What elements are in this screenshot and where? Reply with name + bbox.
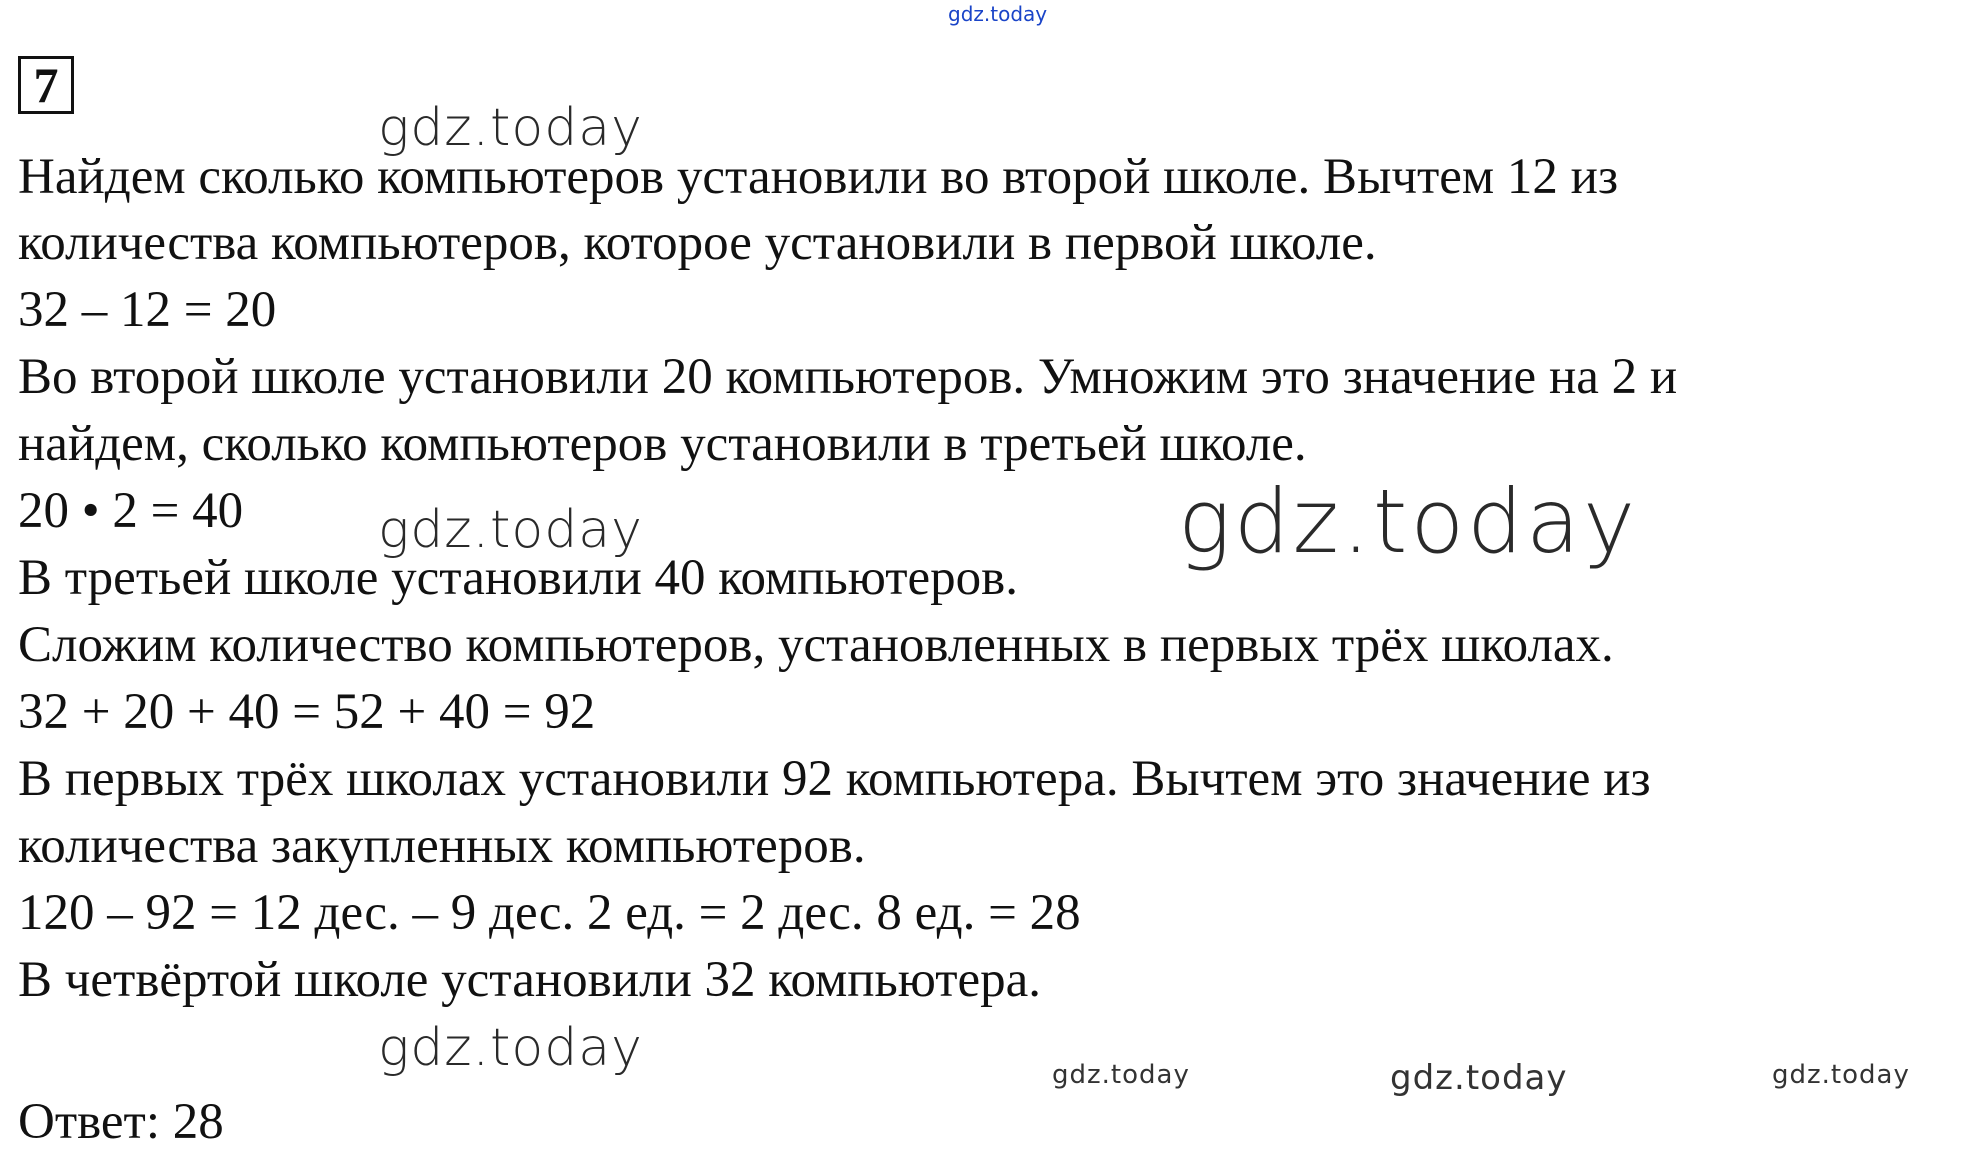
watermark-medium: gdz.today — [1390, 1058, 1568, 1098]
watermark-small: gdz.today — [1052, 1060, 1190, 1090]
equation-3: 32 + 20 + 40 = 52 + 40 = 92 — [18, 684, 596, 740]
equation-1: 32 – 12 = 20 — [18, 282, 277, 338]
watermark-small: gdz.today — [1772, 1060, 1910, 1090]
solution-line-5: В третьей школе установили 40 компьютеров. — [18, 550, 1018, 606]
equation-2: 20 • 2 = 40 — [18, 483, 244, 539]
watermark-large: gdz.today — [1178, 470, 1639, 573]
solution-line-6: Сложим количество компьютеров, установленных в первых трёх школах. — [18, 617, 1614, 673]
watermark: gdz.today — [378, 1018, 643, 1078]
equation-4: 120 – 92 = 12 дес. – 9 дес. 2 ед. = 2 дес. 8 ед. = 28 — [18, 885, 1081, 941]
solution-line-3: Во второй школе установили 20 компьютеров. Умножим это значение на 2 и — [18, 349, 1678, 405]
solution-line-1: Найдем сколько компьютеров установили во второй школе. Вычтем 12 из — [18, 149, 1619, 205]
answer-line: Ответ: 28 — [18, 1094, 224, 1150]
solution-line-2: количества компьютеров, которое установили в первой школе. — [18, 215, 1377, 271]
watermark-top: gdz.today — [948, 2, 1048, 26]
solution-line-7: В первых трёх школах установили 92 компьютера. Вычтем это значение из — [18, 751, 1651, 807]
task-number-box: 7 — [18, 56, 74, 114]
solution-line-8: количества закупленных компьютеров. — [18, 818, 866, 874]
solution-line-9: В четвёртой школе установили 32 компьютера. — [18, 952, 1042, 1008]
watermark: gdz.today — [378, 500, 643, 560]
solution-line-4: найдем, сколько компьютеров установили в третьей школе. — [18, 416, 1307, 472]
watermark: gdz.today — [378, 98, 643, 158]
